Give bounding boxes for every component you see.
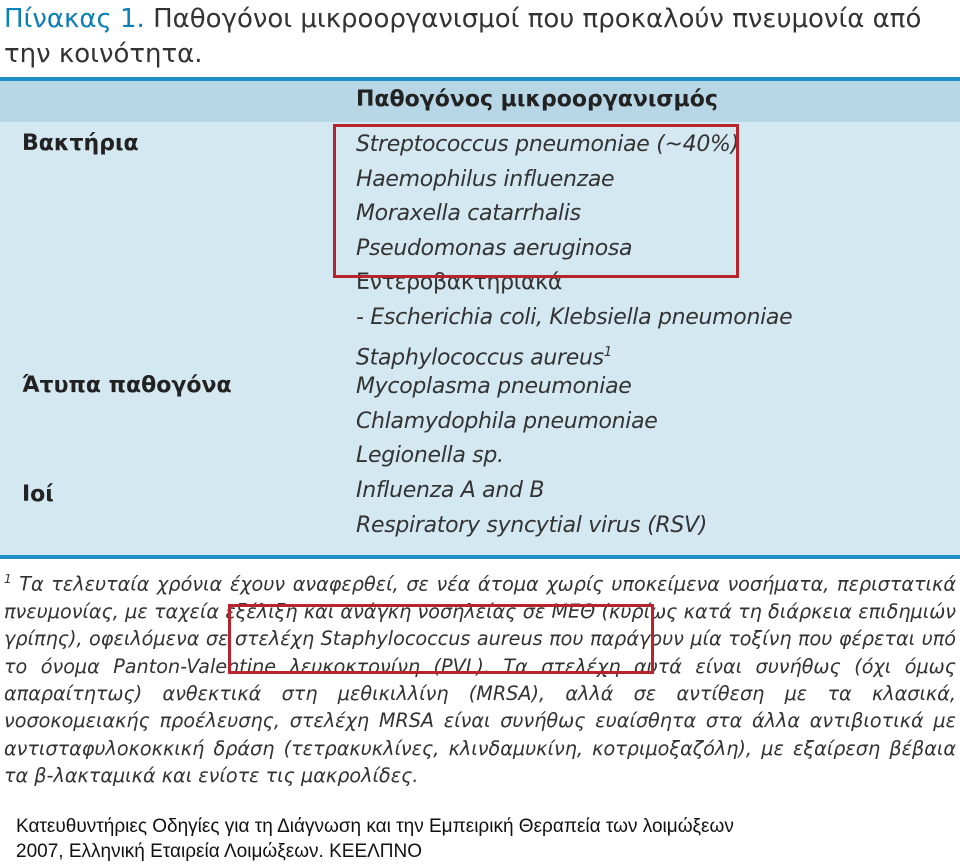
- pathogen-row: Chlamydophila pneumoniae: [356, 408, 658, 434]
- table-caption: Παθογόνοι μικροοργανισμοί που προκαλούν πνευμονία από την κοινότητα.: [4, 4, 922, 69]
- category-viruses: Ιοί: [22, 482, 54, 507]
- footnote: [4, 566, 956, 790]
- pathogen-row: Respiratory syncytial virus (RSV): [356, 512, 708, 538]
- pathogen-row: Influenza A and B: [356, 477, 545, 503]
- source-line-2: 2007, Ελληνική Εταιρεία Λοιμώξεων. ΚΕΕΛΠΝΟ: [16, 841, 423, 862]
- pathogen-row: Legionella sp.: [356, 443, 504, 469]
- pathogen-row: Mycoplasma pneumoniae: [356, 374, 632, 400]
- footnote-text: Τα τελευταία χρόνια έχουν αναφερθεί, σε νέα άτομα χωρίς υποκείμενα νοσήματα, περιστατικά πνευμονίας, με ταχεία εξέλιξη και ανάγκη νοσηλείας σε ΜΕΘ (κυρίως κατά τη διάρκεια επιδημιών γρίπης), οφειλόμενα σε στελέχη Staphylococcus aureus που παράγουν μία τοξίνη που φέρεται υπό το όνομα Panton-Valentine λευκοκτονίνη (PVL). Τα στελέχη αυτά είναι συνήθως (όχι όμως απαραίτητως) ανθεκτικά στη μεθικιλλίνη (MRSA), αλλά σε αντίθεση με τα κλασικά, νοσοκομειακής προέλευσης, στελέχη MRSA είναι συνήθως ευαίσθητα στα άλλα αντιβιοτικά με αντισταφυλοκοκκική δράση (τετρακυκλίνες, κλινδαμυκίνη, κοτριμοξαζόλη), με εξαίρεση βέβαια τα β-λακταμικά και ενίοτε τις μακρολίδες.: [4, 572, 957, 788]
- footnote-marker: 1: [603, 344, 612, 360]
- pathogen-row: Staphylococcus aureus$^1$: [356, 344, 612, 370]
- source-citation: [16, 814, 956, 864]
- pathogen-row: Haemophilus influenzae: [356, 166, 615, 192]
- bottom-rule: [0, 555, 960, 559]
- table-number: Πίνακας 1.: [4, 4, 145, 34]
- footnote-number: 1: [4, 572, 12, 586]
- pathogen-row: - Escherichia coli, Klebsiella pneumoniae: [356, 304, 793, 330]
- pathogen-row: Moraxella catarrhalis: [356, 201, 581, 227]
- pathogen-row: Εντεροβακτηριακά: [356, 270, 563, 296]
- category-bacteria: Βακτήρια: [22, 131, 139, 156]
- pathogen-row: Pseudomonas aeruginosa: [356, 235, 633, 261]
- pathogen-list: [356, 128, 792, 543]
- category-atypical: Άτυπα παθογόνα: [22, 373, 232, 398]
- source-line-1: Κατευθυντήριες Οδηγίες για τη Διάγνωση και την Εμπειρική Θεραπεία των λοιμώξεων: [16, 816, 734, 837]
- column-header: Παθογόνος μικροοργανισμός: [356, 87, 718, 112]
- table-title: [4, 2, 956, 72]
- pathogen-row: Streptococcus pneumoniae (~40%): [356, 132, 739, 157]
